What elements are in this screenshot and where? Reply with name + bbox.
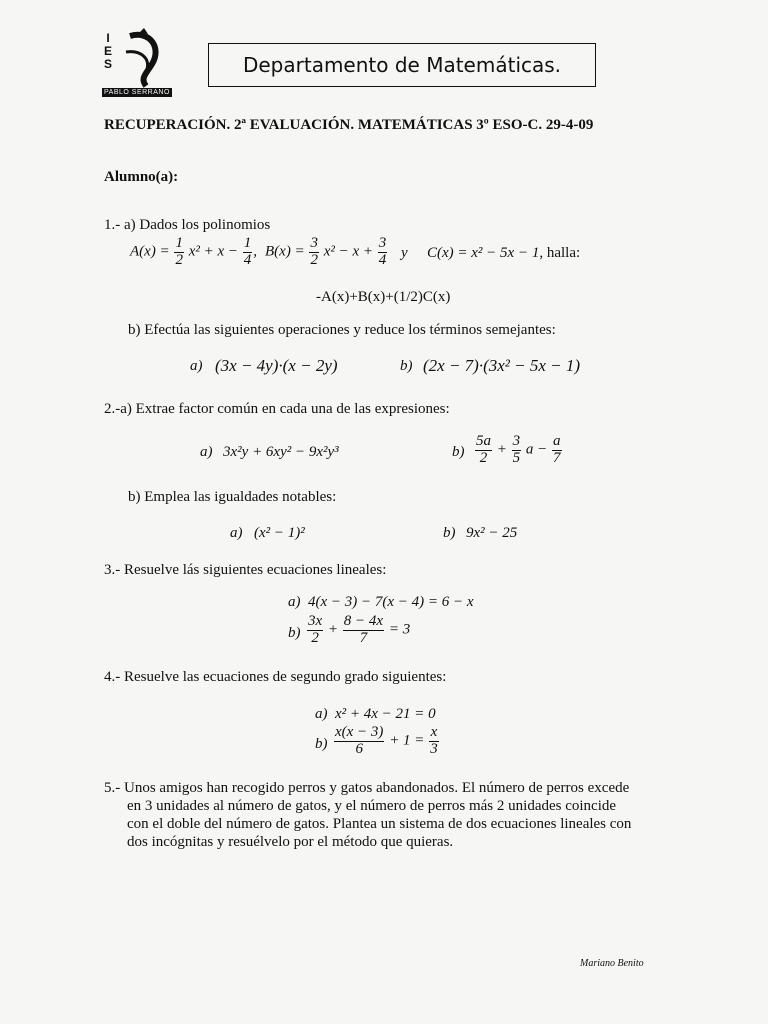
q3-b-frac1-den: 2 bbox=[311, 629, 319, 646]
A-frac1-num: 1 bbox=[175, 235, 183, 251]
q4-b-frac1-num: x(x − 3) bbox=[335, 724, 384, 740]
q2-prompt-b: b) Emplea las igualdades notables: bbox=[128, 489, 337, 505]
A-frac2 bbox=[243, 236, 253, 269]
q5-line4: dos incógnitas y resuélvelo por el método que quieras. bbox=[127, 834, 454, 850]
A-lhs: A(x) = bbox=[130, 243, 170, 260]
q4-b-expr bbox=[333, 725, 440, 758]
q4-b-frac2 bbox=[429, 725, 439, 758]
q3-b-rhs: = 3 bbox=[388, 621, 411, 638]
B-frac1-den: 2 bbox=[310, 251, 318, 268]
B-frac2 bbox=[378, 236, 388, 269]
q2-b-frac3 bbox=[552, 434, 562, 467]
q2-b-frac2-num: 3 bbox=[512, 433, 521, 449]
q5-line1: 5.- Unos amigos han recogido perros y gatos abandonados. El número de perros excede bbox=[104, 780, 630, 796]
B-lhs: B(x) = bbox=[265, 243, 305, 260]
q1-expression: -A(x)+B(x)+(1/2)C(x) bbox=[316, 289, 451, 305]
q2-nb-a-expr: (x² − 1)² bbox=[254, 525, 305, 541]
q1-prompt-b: b) Efectúa las siguientes operaciones y reduce los términos semejantes: bbox=[128, 322, 556, 338]
q4-a-label: a) bbox=[315, 706, 328, 722]
q1-b-b-label: b) bbox=[400, 358, 413, 374]
A-frac1-den: 2 bbox=[175, 251, 183, 268]
q2-a-expr: 3x²y + 6xy² − 9x²y³ bbox=[223, 444, 339, 460]
q1-b-a-label: a) bbox=[190, 358, 203, 374]
student-label: Alumno(a): bbox=[104, 169, 179, 185]
logo-swirl-icon bbox=[100, 28, 180, 90]
q1-polynomial-A bbox=[130, 236, 257, 269]
q3-b-frac1 bbox=[307, 614, 323, 647]
q2-b-mid: a − bbox=[525, 441, 548, 458]
A-frac2-num: 1 bbox=[243, 235, 252, 251]
department-box bbox=[208, 43, 596, 87]
q5-line2: en 3 unidades al número de gatos, y el número de perros más 2 unidades coincide bbox=[127, 798, 617, 814]
logo-letter-e: E bbox=[103, 44, 112, 58]
logo-letter-i: I bbox=[106, 31, 110, 45]
q3-a-label: a) bbox=[288, 594, 301, 610]
C-def: C(x) = x² − 5x − 1 bbox=[427, 245, 540, 261]
q4-b-mid: + 1 = bbox=[389, 732, 425, 749]
q1-polynomial-B bbox=[265, 236, 388, 269]
B-frac2-den: 4 bbox=[378, 251, 387, 268]
q5-paragraph bbox=[104, 779, 664, 851]
A-frac1 bbox=[174, 236, 184, 269]
exam-title: RECUPERACIÓN. 2ª EVALUACIÓN. MATEMÁTICAS 3º ESO-C. 29-4-09 bbox=[104, 117, 594, 133]
logo-letter-s: S bbox=[103, 57, 112, 71]
q1-b-b-expr: (2x − 7)·(3x² − 5x − 1) bbox=[423, 356, 581, 375]
q2-nb-b-expr: 9x² − 25 bbox=[466, 525, 518, 541]
B-frac1-num: 3 bbox=[310, 235, 318, 251]
q2-b-frac3-num: a bbox=[553, 433, 561, 449]
q4-b-label: b) bbox=[315, 736, 328, 752]
q2-a-label: a) bbox=[200, 444, 213, 460]
q2-nb-a-label: a) bbox=[230, 525, 243, 541]
q4-b-frac1 bbox=[334, 725, 384, 758]
q3-b-frac1-num: 3x bbox=[308, 613, 323, 629]
q2-b-frac1 bbox=[475, 434, 492, 467]
q4-b-frac1-den: 6 bbox=[355, 740, 363, 757]
q4-b-frac2-num: x bbox=[430, 724, 438, 740]
q2-b-expr bbox=[474, 434, 563, 467]
halla-word: , halla: bbox=[539, 245, 581, 261]
logo-band-text: PABLO SERRANO bbox=[104, 89, 170, 96]
q3-a-expr: 4(x − 3) − 7(x − 4) = 6 − x bbox=[308, 594, 474, 610]
A-comma: , bbox=[253, 243, 257, 260]
q4-prompt: 4.- Resuelve las ecuaciones de segundo grado siguientes: bbox=[104, 669, 447, 685]
q2-b-frac2-den: 5 bbox=[512, 449, 521, 466]
logo-band bbox=[102, 88, 172, 97]
B-mid: x² − x + bbox=[323, 243, 373, 260]
q2-prompt-a: 2.-a) Extrae factor común en cada una de las expresiones: bbox=[104, 401, 450, 417]
q4-a-expr: x² + 4x − 21 = 0 bbox=[335, 706, 436, 722]
q4-b-frac2-den: 3 bbox=[430, 740, 438, 757]
q1-polynomial-C bbox=[427, 245, 580, 262]
author-signature: Mariano Benito bbox=[580, 958, 644, 969]
q3-b-label: b) bbox=[288, 625, 301, 641]
q2-b-frac3-den: 7 bbox=[553, 449, 561, 466]
q1-y-word: y bbox=[401, 245, 408, 261]
q3-b-frac2 bbox=[343, 614, 384, 647]
q3-prompt: 3.- Resuelve lás siguientes ecuaciones lineales: bbox=[104, 562, 387, 578]
q1-b-a-expr: (3x − 4y)·(x − 2y) bbox=[215, 356, 338, 375]
department-title: Departamento de Matemáticas. bbox=[242, 53, 562, 77]
q2-b-frac1-den: 2 bbox=[479, 449, 488, 466]
q3-b-frac2-den: 7 bbox=[359, 629, 368, 646]
q2-b-frac1-num: 5a bbox=[476, 433, 491, 449]
A-frac2-den: 4 bbox=[243, 251, 252, 268]
q2-b-plus: + bbox=[496, 441, 507, 458]
q3-b-expr bbox=[306, 614, 410, 647]
q5-line3: con el doble del número de gatos. Plantea un sistema de dos ecuaciones lineales con bbox=[127, 816, 632, 832]
school-logo bbox=[100, 28, 180, 100]
q3-b-frac2-num: 8 − 4x bbox=[343, 613, 384, 629]
q2-b-label: b) bbox=[452, 444, 465, 460]
A-mid: x² + x − bbox=[188, 243, 238, 260]
q2-b-frac2 bbox=[512, 434, 522, 467]
q3-b-plus: + bbox=[327, 621, 339, 638]
q1-prompt-a: 1.- a) Dados los polinomios bbox=[104, 217, 271, 233]
B-frac1 bbox=[309, 236, 319, 269]
B-frac2-num: 3 bbox=[378, 235, 387, 251]
q2-nb-b-label: b) bbox=[443, 525, 456, 541]
